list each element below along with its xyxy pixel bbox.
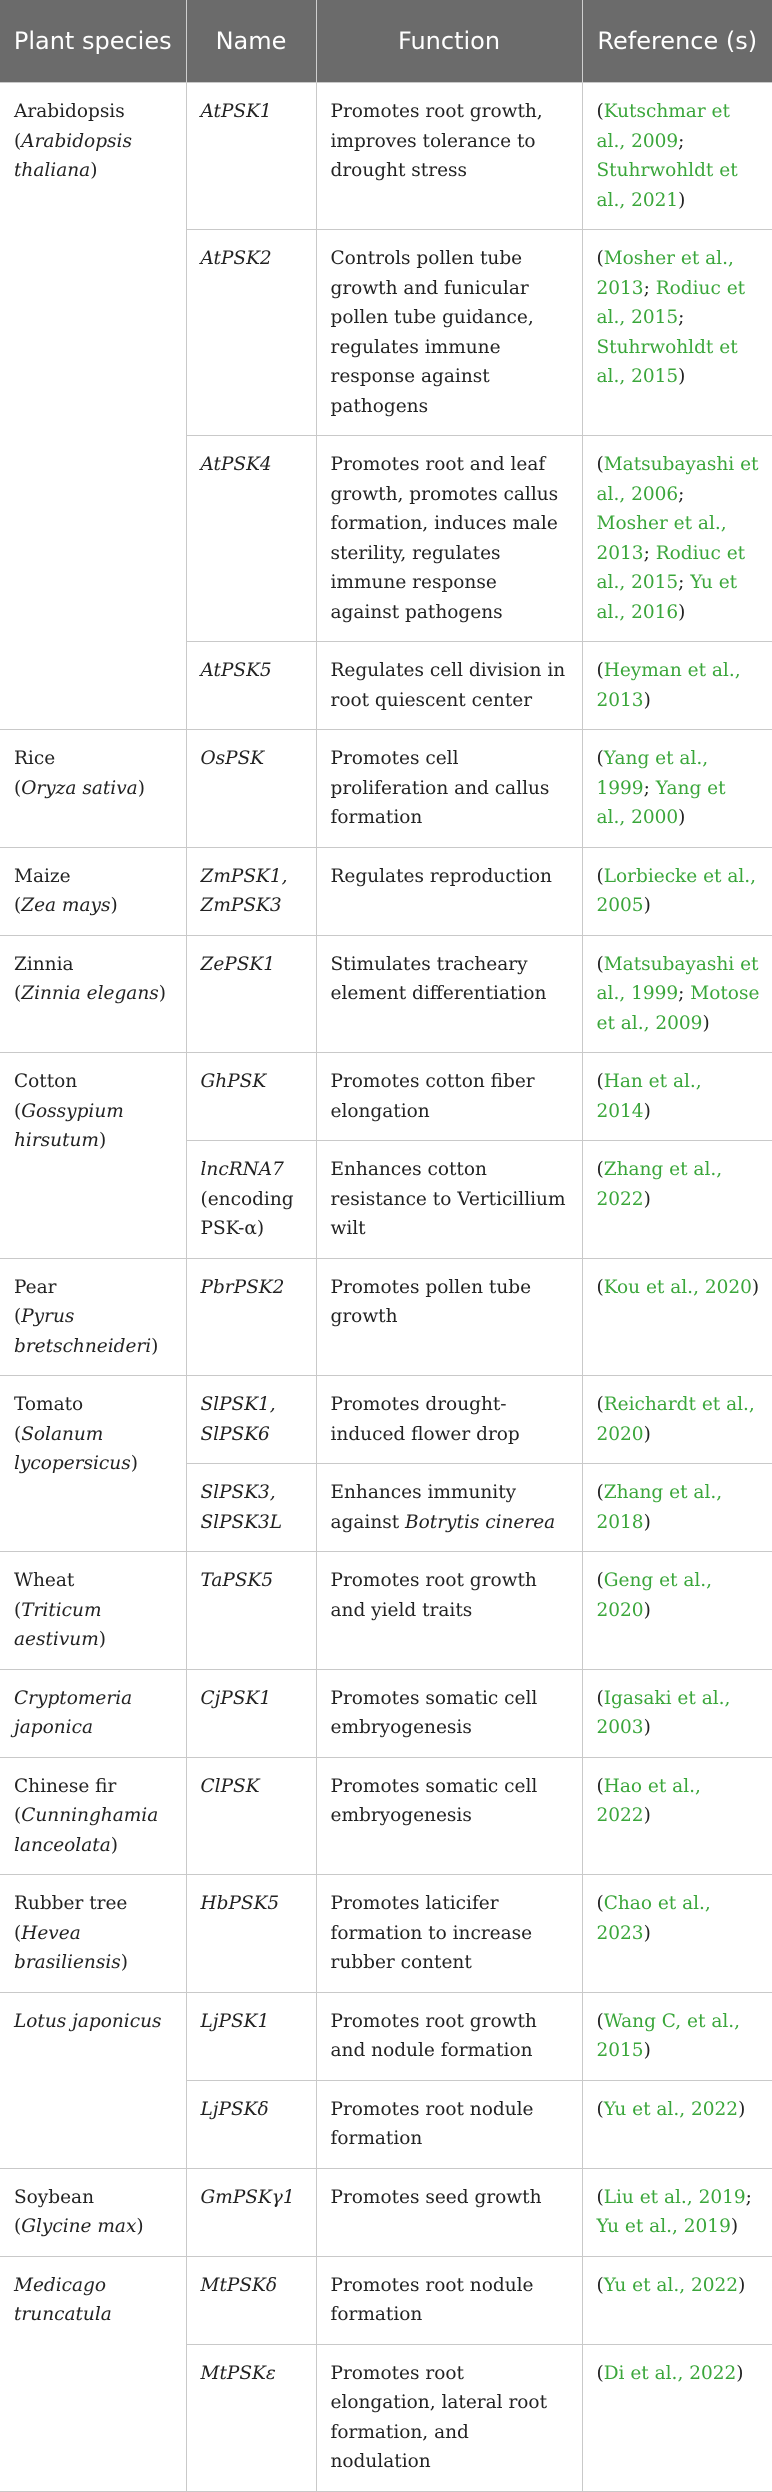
reference-punct: ( [596, 660, 604, 681]
gene-name: AtPSK1 [200, 101, 272, 122]
reference-punct: ( [596, 2098, 604, 2120]
gene-name: SlPSK3, SlPSK3L [200, 1482, 283, 1533]
function-text: Enhances immunity against [330, 1482, 517, 1533]
gene-name: GhPSK [200, 1071, 267, 1092]
reference-link[interactable]: Stuhrwohldt et al., 2015 [596, 336, 738, 387]
reference-punct: ) [678, 366, 686, 387]
species-cell [0, 1669, 186, 1757]
function-cell [316, 1552, 582, 1670]
gene-name-cell [186, 1875, 316, 1993]
reference-punct: ) [643, 1188, 651, 1210]
function-cell [316, 642, 582, 730]
reference-cell [582, 1992, 772, 2080]
species-common-name: Wheat [14, 1570, 75, 1591]
species-cell [0, 2168, 186, 2256]
function-text: Promotes seed growth [330, 2186, 542, 2208]
gene-name-cell [186, 1141, 316, 1259]
reference-punct: ( [596, 2186, 604, 2208]
function-text: Promotes root nodule formation [330, 2098, 534, 2149]
reference-cell [582, 1464, 772, 1552]
reference-link[interactable]: Zhang et al., 2018 [596, 1482, 723, 1533]
reference-punct: ; [678, 483, 685, 505]
reference-link[interactable]: Yang et al., 1999 [596, 748, 709, 799]
function-cell [316, 2168, 582, 2256]
reference-cell [582, 935, 772, 1053]
reference-punct: ) [736, 2362, 744, 2384]
function-text: Promotes root growth and yield traits [330, 1570, 537, 1621]
gene-name: ZePSK1 [200, 953, 276, 975]
function-text: Promotes root nodule formation [330, 2274, 534, 2325]
reference-cell [582, 1376, 772, 1464]
gene-name-cell [186, 847, 316, 935]
reference-cell [582, 1757, 772, 1875]
reference-link[interactable]: Matsubayashi et al., 2006 [596, 454, 759, 505]
gene-name: HbPSK5 [200, 1893, 280, 1914]
gene-name-cell [186, 642, 316, 730]
reference-punct: ; [678, 983, 691, 1004]
species-latin-name: Pyrus bretschneideri [14, 1306, 152, 1357]
gene-name-cell [186, 2256, 316, 2344]
species-common-name: Arabidopsis [14, 101, 125, 122]
reference-cell [582, 1141, 772, 1259]
function-text: Promotes cotton fiber elongation [330, 1071, 535, 1122]
reference-link[interactable]: Chao et al., 2023 [596, 1893, 711, 1944]
reference-punct: ) [643, 1100, 651, 1122]
species-cell [0, 1053, 186, 1259]
function-text: Promotes somatic cell embryogenesis [330, 1775, 538, 1826]
function-text: Promotes root growth, improves tolerance to drought stress [330, 101, 543, 181]
col-header-reference: Reference (s) [582, 0, 772, 83]
species-cell [0, 2256, 186, 2491]
species-latin-name: Medicago truncatula [14, 2274, 112, 2325]
reference-punct: ) [643, 1511, 651, 1533]
reference-link[interactable]: Yu et al., 2019 [596, 2216, 731, 2237]
species-common-name: Cotton [14, 1071, 78, 1092]
species-cell [0, 935, 186, 1053]
reference-cell [582, 230, 772, 436]
gene-name-cell [186, 83, 316, 230]
species-latin-name: Zea mays [21, 895, 111, 916]
table-row [0, 1669, 772, 1757]
table-row [0, 2256, 772, 2344]
gene-name-cell [186, 1552, 316, 1670]
function-cell [316, 83, 582, 230]
species-latin-wrapper: (Hevea brasiliensis) [14, 1922, 128, 1973]
table-header [0, 0, 772, 83]
gene-name-cell [186, 1053, 316, 1141]
function-cell [316, 1376, 582, 1464]
gene-name-cell [186, 1992, 316, 2080]
reference-punct: ( [596, 248, 604, 269]
reference-punct: ; [643, 542, 656, 564]
reference-punct: ; [678, 130, 685, 152]
function-cell [316, 230, 582, 436]
table-row [0, 1875, 772, 1993]
reference-punct: ; [678, 307, 685, 328]
reference-punct: ) [643, 2040, 651, 2061]
function-text: Promotes somatic cell embryogenesis [330, 1687, 538, 1738]
reference-punct: ) [643, 689, 651, 711]
reference-cell [582, 1258, 772, 1376]
reference-punct: ( [596, 748, 604, 769]
reference-punct: ( [596, 1687, 604, 1709]
reference-punct: ( [596, 953, 604, 975]
gene-name-note: (encoding PSK-α) [200, 1188, 294, 1239]
function-text: Controls pollen tube growth and funicular pollen tube guidance, regulates immune response against pathogens [330, 248, 534, 417]
reference-punct: ) [643, 1922, 651, 1944]
function-cell [316, 935, 582, 1053]
species-cell [0, 847, 186, 935]
table-row [0, 1258, 772, 1376]
gene-name-cell [186, 1464, 316, 1552]
gene-name: MtPSKε [200, 2362, 276, 2384]
gene-name-cell [186, 1376, 316, 1464]
species-latin-wrapper: (Triticum aestivum) [14, 1599, 106, 1650]
function-cell [316, 2344, 582, 2491]
function-text: Regulates cell division in root quiescent center [330, 660, 566, 711]
species-latin-wrapper: (Arabidopsis thaliana) [14, 130, 132, 181]
reference-link[interactable]: Yang et al., 2000 [596, 777, 726, 828]
gene-name-cell [186, 935, 316, 1053]
reference-punct: ) [643, 895, 651, 916]
function-cell [316, 1757, 582, 1875]
reference-punct: ) [678, 601, 686, 623]
gene-name-cell [186, 1757, 316, 1875]
table-row [0, 83, 772, 230]
species-latin-name: Zinnia elegans [21, 983, 159, 1004]
gene-name: AtPSK2 [200, 248, 272, 269]
reference-link[interactable]: Stuhrwohldt et al., 2021 [596, 160, 738, 211]
function-italic-text: Botrytis cinerea [405, 1511, 556, 1533]
reference-punct: ) [643, 1423, 651, 1445]
reference-link[interactable]: Rodiuc et al., 2015 [596, 542, 746, 593]
species-latin-wrapper: (Glycine max) [14, 2216, 144, 2237]
function-text: Promotes root and leaf growth, promotes callus formation, induces male sterility, regulates immune response against pathogens [330, 454, 559, 623]
reference-cell [582, 1669, 772, 1757]
table-row [0, 1552, 772, 1670]
species-latin-name: Glycine max [21, 2216, 137, 2237]
reference-punct: ( [596, 101, 604, 122]
reference-punct: ( [596, 1276, 604, 1298]
function-cell [316, 2256, 582, 2344]
gene-name: lncRNA7 [200, 1159, 284, 1180]
gene-name: TaPSK5 [200, 1570, 274, 1591]
reference-link[interactable]: Heyman et al., 2013 [596, 660, 741, 711]
reference-cell [582, 2256, 772, 2344]
table-row [0, 730, 772, 848]
reference-punct: ; [643, 277, 656, 299]
function-cell [316, 1875, 582, 1993]
reference-link[interactable]: Reichardt et al., 2020 [596, 1394, 755, 1445]
reference-punct: ( [596, 1394, 604, 1415]
reference-link[interactable]: Yu et al., 2022 [603, 2098, 739, 2120]
species-latin-name: Oryza sativa [21, 777, 138, 799]
species-cell [0, 1757, 186, 1875]
gene-name: ClPSK [200, 1775, 260, 1797]
function-text: Enhances cotton resistance to Verticillium wilt [330, 1159, 566, 1239]
reference-link[interactable]: Di et al., 2022 [603, 2362, 737, 2384]
species-common-name: Pear [14, 1276, 57, 1298]
table-row [0, 2168, 772, 2256]
reference-link[interactable]: Mosher et al., 2013 [596, 513, 727, 564]
reference-punct: ) [738, 2098, 746, 2120]
gene-name: AtPSK4 [200, 454, 272, 475]
reference-cell [582, 436, 772, 642]
reference-punct: ( [596, 1482, 604, 1503]
function-cell [316, 1258, 582, 1376]
table-body [0, 83, 772, 2492]
gene-name: CjPSK1 [200, 1687, 272, 1709]
gene-name: LjPSK1 [200, 2010, 270, 2032]
function-text: Promotes drought-induced flower drop [330, 1394, 520, 1445]
species-common-name: Rice [14, 748, 56, 769]
reference-punct: ; [678, 572, 691, 593]
reference-link[interactable]: Geng et al., 2020 [596, 1570, 713, 1621]
function-text: Promotes pollen tube growth [330, 1276, 532, 1327]
species-latin-wrapper: (Zea mays) [14, 895, 118, 916]
function-cell [316, 1053, 582, 1141]
species-latin-name: Hevea brasiliensis [14, 1922, 121, 1973]
function-text: Promotes root growth and nodule formation [330, 2010, 537, 2061]
reference-link[interactable]: Matsubayashi et al., 1999 [596, 953, 759, 1004]
reference-cell [582, 83, 772, 230]
species-latin-name: Cryptomeria japonica [14, 1687, 133, 1738]
function-cell [316, 1141, 582, 1259]
function-cell [316, 1464, 582, 1552]
species-latin-wrapper: (Gossypium hirsutum) [14, 1100, 124, 1151]
function-cell [316, 847, 582, 935]
gene-name: ZmPSK1, ZmPSK3 [200, 865, 288, 916]
reference-punct: ( [596, 1071, 604, 1092]
species-latin-wrapper: (Oryza sativa) [14, 777, 145, 799]
reference-punct: ) [751, 1276, 760, 1298]
reference-punct: ( [596, 1775, 604, 1797]
reference-link[interactable]: Yu et al., 2016 [596, 572, 738, 623]
function-cell [316, 436, 582, 642]
gene-name-cell [186, 2344, 316, 2491]
species-latin-name: Lotus japonicus [14, 2010, 162, 2032]
reference-punct: ; [643, 777, 656, 799]
species-latin-wrapper: (Cunninghamia lanceolata) [14, 1805, 159, 1856]
gene-name-cell [186, 1258, 316, 1376]
reference-punct: ( [596, 454, 604, 475]
reference-punct: ( [596, 2274, 604, 2296]
gene-name-cell [186, 2168, 316, 2256]
reference-link[interactable]: Igasaki et al., 2003 [596, 1687, 731, 1738]
gene-name-cell [186, 2080, 316, 2168]
reference-punct: ) [730, 2216, 739, 2237]
reference-link[interactable]: Mosher et al., 2013 [596, 248, 734, 299]
reference-cell [582, 847, 772, 935]
function-text: Stimulates tracheary element differentiation [330, 953, 547, 1004]
function-text: Promotes root elongation, lateral root formation, and nodulation [330, 2362, 548, 2472]
species-cell [0, 1376, 186, 1552]
reference-cell [582, 2168, 772, 2256]
reference-link[interactable]: Kou et al., 2020 [603, 1276, 752, 1298]
gene-name: GmPSKγ1 [200, 2186, 295, 2208]
species-cell [0, 83, 186, 730]
gene-name: OsPSK [200, 748, 265, 769]
reference-punct: ( [596, 1893, 604, 1914]
species-latin-wrapper: (Pyrus bretschneideri) [14, 1306, 159, 1357]
reference-cell [582, 2080, 772, 2168]
gene-name-cell [186, 730, 316, 848]
reference-punct: ) [643, 1599, 651, 1621]
reference-cell [582, 2344, 772, 2491]
gene-name: MtPSKδ [200, 2274, 277, 2296]
species-common-name: Tomato [14, 1394, 84, 1415]
gene-name-cell [186, 230, 316, 436]
reference-punct: ) [678, 807, 686, 828]
table-row [0, 847, 772, 935]
gene-name: PbrPSK2 [200, 1276, 285, 1298]
reference-punct: ) [678, 189, 686, 211]
gene-name-cell [186, 1669, 316, 1757]
species-common-name: Maize [14, 865, 71, 887]
table-row [0, 1757, 772, 1875]
species-cell [0, 730, 186, 848]
function-cell [316, 1992, 582, 2080]
reference-link[interactable]: Kutschmar et al., 2009 [596, 101, 730, 152]
species-latin-wrapper: (Solanum lycopersicus) [14, 1423, 138, 1474]
reference-punct: ) [643, 1805, 651, 1826]
reference-link[interactable]: Lorbiecke et al., 2005 [596, 865, 757, 916]
reference-cell [582, 730, 772, 848]
reference-cell [582, 1053, 772, 1141]
species-cell [0, 1258, 186, 1376]
table-row [0, 1992, 772, 2080]
col-header-function: Function [316, 0, 582, 83]
species-latin-name: Solanum lycopersicus [14, 1423, 131, 1474]
function-cell [316, 730, 582, 848]
reference-cell [582, 1552, 772, 1670]
reference-punct: ; [745, 2186, 752, 2208]
table-row [0, 935, 772, 1053]
species-cell [0, 1552, 186, 1670]
reference-punct: ) [738, 2274, 746, 2296]
reference-link[interactable]: Liu et al., 2019 [603, 2186, 746, 2208]
function-text: Regulates reproduction [330, 865, 552, 887]
function-text: Promotes cell proliferation and callus formation [330, 748, 550, 828]
table-row [0, 1053, 772, 1141]
reference-link[interactable]: Motose et al., 2009 [596, 983, 760, 1034]
reference-cell [582, 1875, 772, 1993]
col-header-name: Name [186, 0, 316, 83]
species-latin-name: Arabidopsis thaliana [14, 130, 132, 181]
species-cell [0, 1992, 186, 2168]
reference-punct: ( [596, 865, 604, 887]
reference-punct: ( [596, 2010, 604, 2032]
function-cell [316, 1669, 582, 1757]
species-common-name: Rubber tree [14, 1893, 128, 1914]
reference-punct: ( [596, 1570, 604, 1591]
species-latin-name: Cunninghamia lanceolata [14, 1805, 159, 1856]
species-common-name: Chinese fir [14, 1775, 117, 1797]
species-common-name: Zinnia [14, 953, 74, 975]
reference-cell [582, 642, 772, 730]
species-common-name: Soybean [14, 2186, 94, 2208]
species-latin-name: Triticum aestivum [14, 1599, 102, 1650]
species-latin-wrapper: (Zinnia elegans) [14, 983, 166, 1004]
reference-link[interactable]: Wang C, et al., 2015 [596, 2010, 741, 2061]
reference-punct: ( [596, 2362, 604, 2384]
reference-link[interactable]: Zhang et al., 2022 [596, 1159, 723, 1210]
reference-punct: ) [702, 1012, 710, 1034]
species-cell [0, 1875, 186, 1993]
gene-name: LjPSKδ [200, 2098, 269, 2120]
reference-link[interactable]: Hao et al., 2022 [596, 1775, 701, 1826]
reference-link[interactable]: Yu et al., 2022 [603, 2274, 739, 2296]
table-row [0, 1376, 772, 1464]
reference-link[interactable]: Rodiuc et al., 2015 [596, 277, 746, 328]
reference-punct: ) [643, 1717, 651, 1738]
function-text: Promotes laticifer formation to increase rubber content [330, 1893, 533, 1973]
gene-name-cell [186, 436, 316, 642]
col-header-plant-species: Plant species [0, 0, 186, 83]
function-cell [316, 2080, 582, 2168]
reference-punct: ( [596, 1159, 604, 1180]
species-latin-name: Gossypium hirsutum [14, 1100, 124, 1151]
reference-link[interactable]: Han et al., 2014 [596, 1071, 702, 1122]
gene-name: AtPSK5 [200, 660, 272, 681]
gene-name: SlPSK1, SlPSK6 [200, 1394, 276, 1445]
